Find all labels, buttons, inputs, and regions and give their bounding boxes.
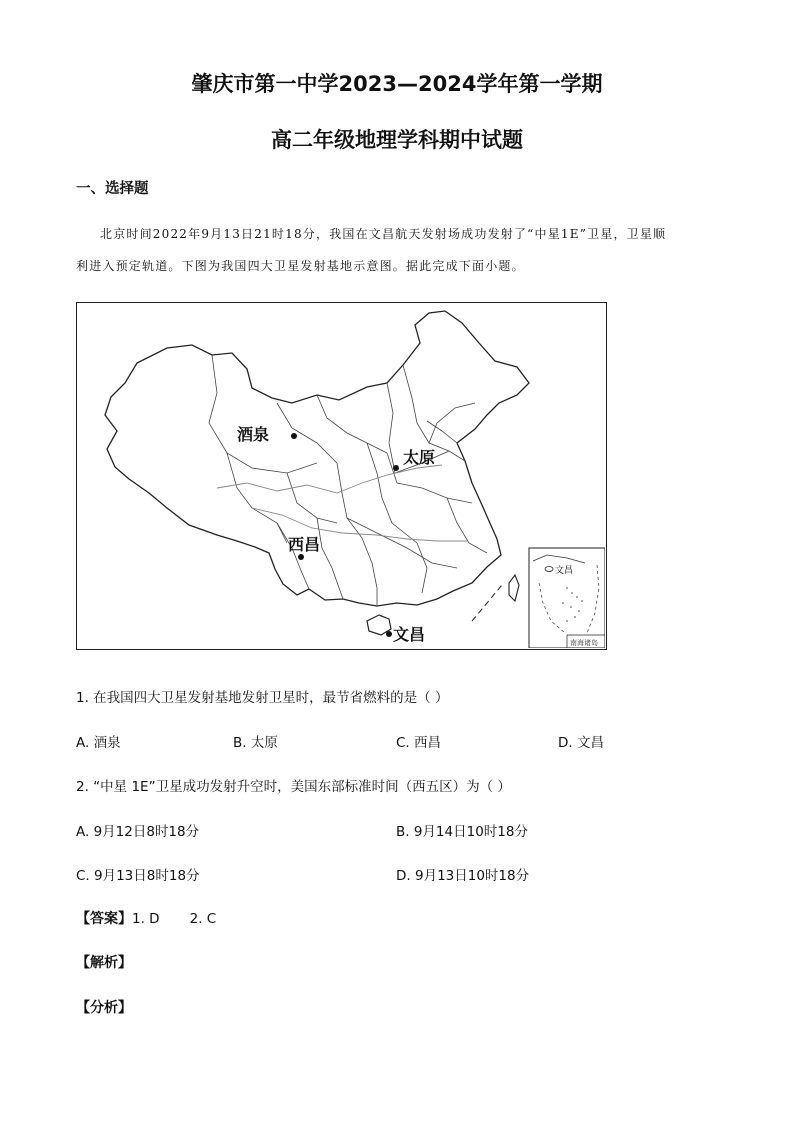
wenchang-marker (386, 631, 392, 637)
taiwan-island (509, 575, 519, 601)
dashed-boundary (472, 585, 502, 621)
wenchang-label: 文昌 (393, 625, 426, 644)
q1-option-c: C. 西昌 (396, 735, 442, 751)
q2-option-c: C. 9月13日8时18分 (76, 868, 200, 884)
map-drawing (77, 303, 605, 648)
q2-option-a: A. 9月12日8时18分 (76, 824, 200, 840)
china-launch-sites-map (76, 302, 607, 650)
answer-tag: 【答案】 (76, 911, 132, 927)
answer-value: 1. D 2. C (132, 911, 217, 927)
exam-title-line1: 肇庆市第一中学2023—2024学年第一学期 (191, 72, 603, 96)
xichang-label: 西昌 (288, 535, 321, 554)
exam-title-line2: 高二年级地理学科期中试题 (271, 128, 523, 152)
taiyuan-label: 太原 (403, 448, 436, 467)
passage-line1: 北京时间2022年9月13日21时18分，我国在文昌航天发射场成功发射了“中星1E”卫星，卫星顺 (100, 227, 667, 241)
q2-option-b: B. 9月14日10时18分 (396, 824, 528, 840)
q1-option-a: A. 酒泉 (76, 735, 121, 751)
xichang-marker (298, 554, 304, 560)
taiyuan-marker (393, 465, 399, 471)
analysis-tag: 【解析】 (76, 955, 132, 971)
q1-option-b: B. 太原 (233, 735, 278, 751)
section-heading: 一、选择题 (76, 181, 149, 197)
province-boundaries (209, 355, 487, 606)
q1-option-d: D. 文昌 (558, 735, 604, 751)
jiuquan-marker (291, 433, 297, 439)
jiuquan-label: 酒泉 (237, 425, 270, 444)
q2-option-d: D. 9月13日10时18分 (396, 868, 530, 884)
fenxi-tag: 【分析】 (76, 1000, 132, 1016)
inset-caption: 南海诸岛 (570, 639, 598, 647)
china-outline (105, 311, 529, 606)
south-sea-inset (529, 548, 605, 648)
inset-wenchang-label: 文昌 (555, 566, 574, 576)
question-2-stem: 2. “中星 1E”卫星成功发射升空时，美国东部标准时间（西五区）为（ ） (76, 779, 511, 795)
question-1-stem: 1. 在我国四大卫星发射基地发射卫星时，最节省燃料的是（ ） (76, 690, 449, 706)
passage-line2: 利进入预定轨道。下图为我国四大卫星发射基地示意图。据此完成下面小题。 (76, 259, 525, 273)
rivers (217, 465, 467, 541)
answer-line (76, 908, 216, 928)
